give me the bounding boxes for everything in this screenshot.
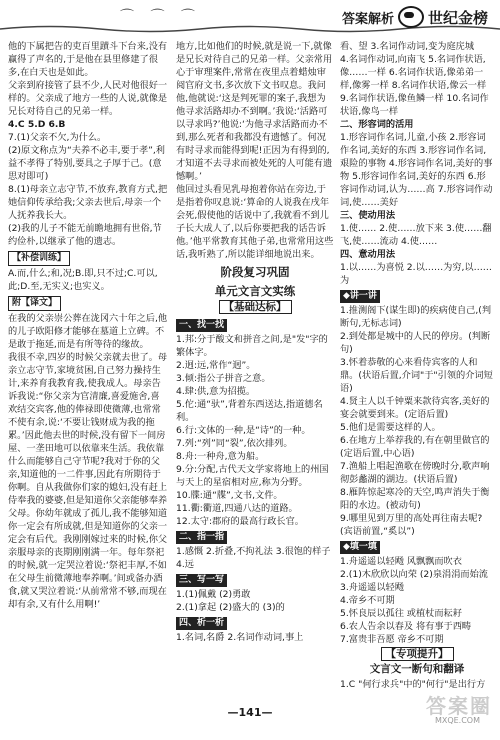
list-item: 4.贤主人以千钟粟来款待宾客,美好的宴会就要到来。(定语后置) <box>340 396 490 420</box>
list-item: 10.牒:通“牒”,文书,文件。 <box>176 490 283 501</box>
answer-line: (2)我的儿子不能无前瞻地拥有世俗,节约俭朴,以继承了他的遗志。 <box>8 223 162 247</box>
section-tag: ◆讲一讲 <box>340 290 380 303</box>
list-item: 6.在地方上举荐我的,有在朝里做官的(定语后置,中心语) <box>340 435 490 459</box>
list-item: 1.推测阁下(谋生即)的疾病使自己,(判断句,无标志词) <box>340 305 492 329</box>
list-item: 1.(1)佩戴 (2)勇敢 <box>176 589 251 600</box>
section-tag: 四、析一析 <box>176 617 227 630</box>
list-item: 7.列:“列”同“裂”,依次排列。 <box>176 438 293 449</box>
paragraph: 地方,比如他们的时候,就是说一下,就像是兄长对待自己的兄弟一样。父亲常用心于审理案件,常常在夜里点着蜡烛审阅官府文书,多次放下文书叹息。我问他,他就说:‘这是判死罪的案子,我想为他寻求活路却办不到啊。’我说:‘活路可以寻求吗?’他说:‘为他寻求活路而办不到,那么死者和我都没有遗憾了。何况有时寻求而能得到呢!正因为有得到的,才知道不去寻求而被处死的人可能有遗憾啊。’ <box>176 41 333 182</box>
list-item: 1.名词,名爵 2.名词作动词,事上 <box>176 632 304 643</box>
section-heading: 四、意动用法 <box>340 249 396 260</box>
section-tag: 【补偿训练】 <box>8 251 70 266</box>
list-item: 6.农人告余以春及 将有事于西畴 <box>340 621 472 632</box>
special-subtitle: 文言文一断句和翻译 <box>369 663 465 675</box>
birds-decoration-icon: ⌒ ⌒ ⌒ <box>120 9 201 25</box>
brand-logo-icon <box>398 6 424 28</box>
list-item: 7.渔船上唱起渔歌在傍晚时分,歌声响彻彭蠡湖的湖边。(状语后置) <box>340 461 490 485</box>
list-item: 看、望 3.名词作动词,变为庭庑城 <box>340 41 475 52</box>
list-item: 4.帝乡不可期 <box>340 595 395 606</box>
section-tag: 一、找一找 <box>176 319 227 332</box>
paragraph: 父亲到府接管了县不少,人民对他很好一样的。父亲成了地方一些的人说,就像是兄长对待自己的兄弟一样。 <box>8 80 168 117</box>
list-item: 8.舟:一种舟,意为船。 <box>176 451 265 462</box>
list-item: 1.舟遥遥以轻飏 风飘飘而吹衣 <box>340 556 462 567</box>
answer-line: A.而,什么;和,况;B.即,只不过;C.可以,此;D.至,无实义;也实义。 <box>8 268 158 292</box>
basic-title: 【基础达标】 <box>176 301 334 314</box>
section-label: 答案解析 <box>341 11 394 27</box>
list-item: 1.形容词作名词,儿童,小孩 2.形容词作名词,美好的东西 3.形容词作名词,艰险的事物 4.形容词作名词,美好的事物 5.形容词作名词,美好的东西 6.形容词作动词,认为……高 7.形容词作动词,使……美好 <box>340 132 493 208</box>
list-item: 1.邦:分于酸文和拼音之间,是"发"字的繁体字。 <box>176 334 328 358</box>
list-item: 1.C "何行求兵"中的"何行"是出行方 <box>340 679 486 690</box>
list-item: 5.怀良辰以孤往 或植杖而耘耔 <box>340 608 462 619</box>
section-tag: 三、写一写 <box>176 574 227 587</box>
paragraph: 他的下属把告的吏百里蹟斗下台来,没有赢得了声名的,于是他在县里修建了很多,在白天也是如此。 <box>8 41 168 78</box>
list-item: 4.名词作动词,向南飞 5.名词作状语,像……一样 6.名词作状语,像弟弟一样,像雾一样 8.名词作状语,像云一样 9.名词作状语,像鱼鳞一样 10.名词作状语,像鸟一样 <box>340 54 489 117</box>
list-item: 3.舟遥遥以轻飏 <box>340 582 404 593</box>
list-item: 8.雁阵惊起寒冷的天空,鸣声消失于衡阳的水边。(被动句) <box>340 487 490 511</box>
page-number: —141— <box>227 706 273 719</box>
list-item: 3.倾:指公子拼音之意。 <box>176 373 271 384</box>
paragraph: 在我的父亲崇公葬在泷冈六十年之后,他的儿子欧阳修才能够在墓道上立碑。不是敢于拖延,而是有所等待的缘故。 <box>8 313 168 350</box>
answer-line: 7.(1)父亲不欠,为什么。 <box>8 132 107 143</box>
paragraph: 我很不幸,四岁的时候父亲就去世了。母亲立志守节,家境贫困,自己努力操持生计,来养育我教育我,使我成人。母亲告诉我说:“你父亲为官清廉,喜爱施舍,喜欢结交宾客,他的俸禄即使微薄,也常常不使有余,说:‘不要让钱财成为我的拖累。’因此他去世的时候,没有留下一间房屋、一垄田地可以依靠来生活。我依靠什么而能够自己守节呢?我对于你的父亲,知道他的一二件事,因此有所期待于你啊。自从我做你们家的媳妇,没有赶上侍奉我的婆婆,但是知道你父亲能够奉养父母。你幼年就成了孤儿,我不能够知道你一定会有所成就,但是知道你的父亲一定会有后代。我刚刚嫁过来的时候,你父亲服母亲的丧期刚刚满一年。每年祭祀的时候,就一定哭泣着说:‘祭祀丰厚,不如在父母生前微薄地奉养啊。’间或备办酒食,就又哭泣着说:‘从前常常不够,而现在却有余,又有什么用啊!’ <box>8 352 168 610</box>
list-item: 7.富贵非吾愿 帝乡不可期 <box>340 634 444 645</box>
header-title <box>342 6 488 28</box>
list-item: 11.衢:衢道,四通八达的道路。 <box>176 503 298 514</box>
section-heading: 三、使动用法 <box>340 210 396 221</box>
answer-line: 8.(1)母亲立志守节,不放弃,教育方式,把她信仰传承给我;父亲去世后,母亲一个人抚养我长大。 <box>8 184 168 221</box>
stage-title: 阶段复习巩固 <box>220 265 290 279</box>
list-item: 1.感慨 2.折叠,不拘礼法 3.很饱的样子 4.远 <box>176 546 331 570</box>
brand-name: 世纪金榜 <box>427 8 488 27</box>
page-header <box>0 0 500 34</box>
answer-line: 4.C 5.D 6.B <box>8 119 66 130</box>
list-item: 5.他们是需要这样的人。 <box>340 422 441 433</box>
column-left <box>8 40 168 690</box>
list-item: 2.(1)木欣欣以向荣 (2)泉涓涓而始流 <box>340 569 488 580</box>
watermark-url: MXQE.COM <box>434 716 480 725</box>
watermark-stamp: 答案圈 <box>426 694 492 718</box>
list-item: 9.分:分配,古代天文学家将地上的州国与天上的星宿相对应,称为分野。 <box>176 464 329 488</box>
list-item: 3.怀着恭敬的心来看侍宾客的人和鼎。(状语后置,介词"于"引领的介词短语) <box>340 357 493 394</box>
list-item: 2.(1)拿起 (2)盛大的 (3)的 <box>176 602 285 613</box>
special-title: 【专项提升】 <box>340 648 494 661</box>
section-heading: 二、形容词的活用 <box>340 119 414 130</box>
list-item: 9.哪里见到万里的高处再往南去呢?(宾语前置,“奚以”) <box>340 513 483 537</box>
list-item: 6.行:文体的一种,是“诗”的一种。 <box>176 425 311 436</box>
list-item: 4.肆:供,意为招揽。 <box>176 386 256 397</box>
unit-title: 单元文言文实练 <box>214 284 296 298</box>
column-right <box>340 40 494 690</box>
list-item: 2.到处都是城中的人民的停房。(判断句) <box>340 331 491 355</box>
list-item: 1.使…… 2.使……放下来 3.使……翻飞,使……流动 4.使…… <box>340 223 492 247</box>
list-item: 5.佗:通“驮”,背着东西送达,指道德名利。 <box>176 399 323 423</box>
column-middle <box>176 40 334 690</box>
section-tag: ◆填一填 <box>340 541 380 554</box>
paragraph: 他回过头看见乳母抱着你站在旁边,于是指着你叹息说:‘算命的人说我在戌年会死,假使他的话说中了,我就看不到儿子长大成人了,以后你要把我的话告诉他。’他平常教育其他子弟,也常常用这些话,我听熟了,所以能详细地说出来。 <box>176 184 334 260</box>
list-item: 1.以……为喜悦 2.以……为穷,以……为 <box>340 262 492 286</box>
list-item: 12.太守:郡府的最高行政长官。 <box>176 516 304 527</box>
answer-line: (2)原文称点为“夫养不必丰,要于孝”,利益不孝得了特别,要具之子厚于己。(意思对即可) <box>8 145 165 182</box>
list-item: 2.迥:远,常作“迥”。 <box>176 360 256 371</box>
section-tag: 附【译文】 <box>8 296 61 311</box>
section-tag: 二、指一指 <box>176 531 227 544</box>
